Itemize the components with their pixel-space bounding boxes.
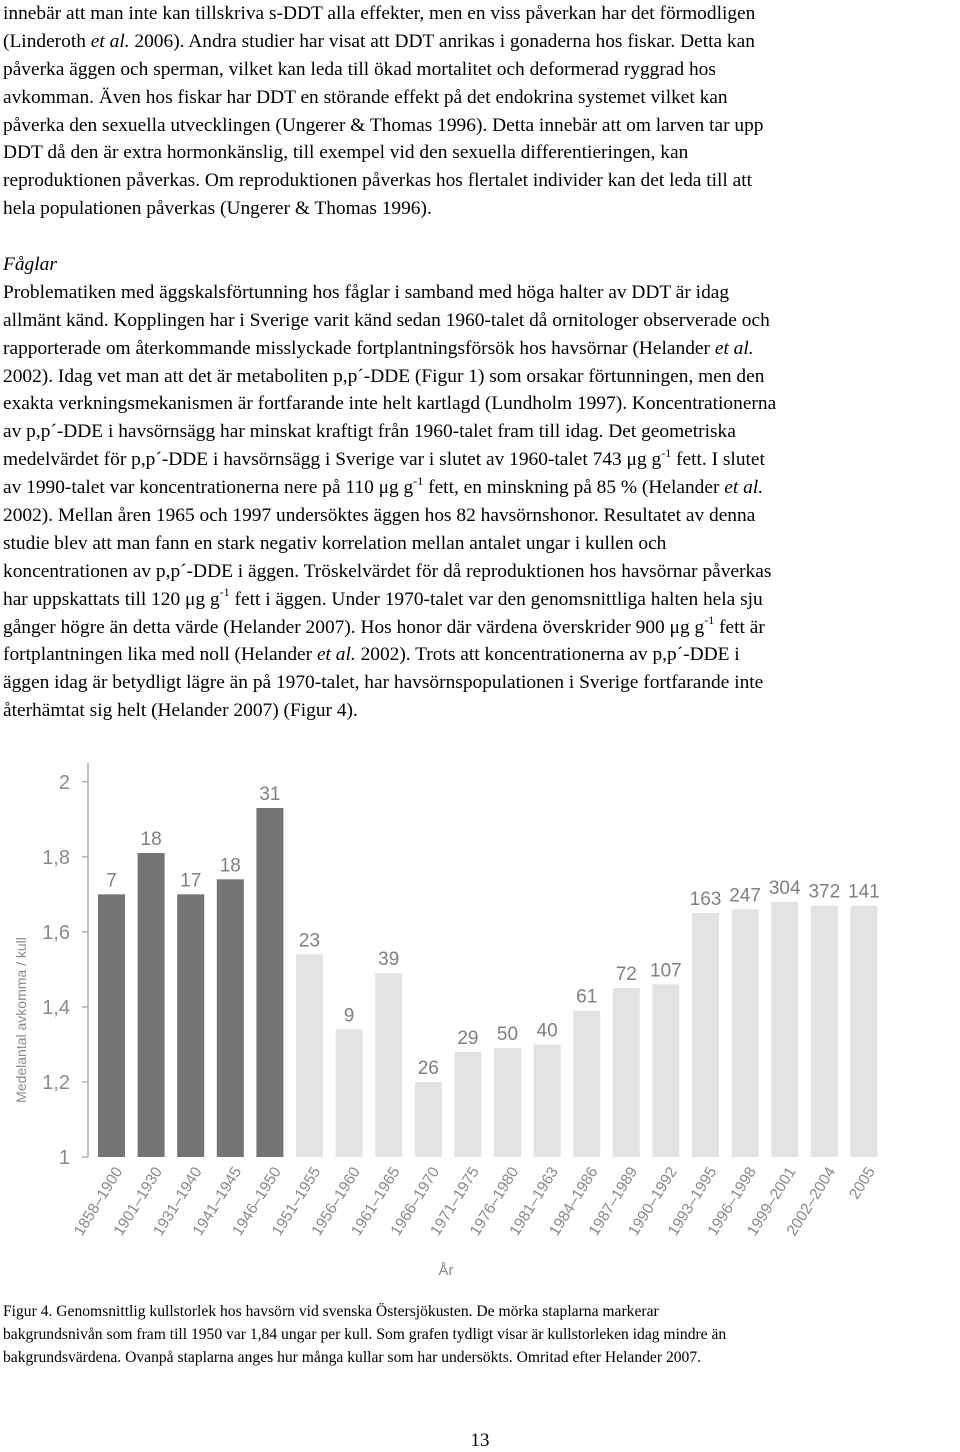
text-run: av p,p´-DDE i havsörnsägg har minskat kraftigt från 1960-talet fram till idag. Det geometriska bbox=[3, 421, 736, 443]
x-axis-label: År bbox=[438, 1262, 454, 1279]
text-run: 2006). Andra studier har visat att DDT anrikas i gonaderna hos fiskar. Detta kan bbox=[129, 30, 755, 52]
text-run: hela populationen påverkas (Ungerer & Thomas 1996). bbox=[3, 198, 432, 220]
text-run: avkomman. Även hos fiskar har DDT en störande effekt på det endokrina systemet vilket kan bbox=[3, 86, 728, 108]
x-tick-label: 1993–1995 bbox=[664, 1164, 721, 1239]
bar-count-label: 39 bbox=[378, 949, 400, 971]
x-tick-label: 2002–2004 bbox=[783, 1164, 840, 1239]
bar bbox=[494, 1048, 521, 1157]
text-run: innebär att man inte kan tillskriva s-DDT alla effekter, men en viss påverkan har det förmodligen bbox=[3, 3, 756, 24]
bar bbox=[613, 988, 640, 1157]
bar-count-label: 141 bbox=[848, 881, 880, 903]
bar bbox=[652, 984, 679, 1157]
text-run: äggen idag är betydligt lägre än på 1970-talet, har havsörnspopulationen i Sverige fortfarande inte bbox=[3, 672, 764, 694]
y-tick-label: 2 bbox=[58, 771, 70, 794]
text-run: fett i äggen. Under 1970-talet var den genomsnittliga halten hela sju bbox=[229, 588, 763, 610]
text-line bbox=[3, 0, 958, 28]
text-line bbox=[3, 502, 958, 530]
text-line bbox=[3, 307, 958, 335]
text-run: DDT då den är extra hormonkänslig, till exempel vid den sexuella differentieringen, kan bbox=[3, 142, 689, 164]
bar-count-label: 29 bbox=[457, 1027, 479, 1049]
bar-count-label: 40 bbox=[536, 1020, 558, 1042]
italic-run: et al. bbox=[724, 477, 764, 499]
text-line bbox=[3, 669, 958, 697]
x-tick-label: 1966–1970 bbox=[387, 1164, 444, 1239]
bar bbox=[850, 906, 877, 1157]
bar-count-label: 7 bbox=[106, 870, 117, 892]
text-run: har uppskattats till 120 μg g bbox=[3, 588, 220, 610]
text-run: påverka den sexuella utvecklingen (Ungerer & Thomas 1996). Detta innebär att om larven tar upp bbox=[3, 114, 764, 136]
bar-count-label: 50 bbox=[496, 1024, 519, 1046]
text-line bbox=[3, 558, 958, 586]
x-tick-label: 1971–1975 bbox=[427, 1164, 483, 1239]
x-tick-label: 1976–1980 bbox=[466, 1164, 523, 1239]
text-line bbox=[3, 530, 958, 558]
text-line bbox=[3, 446, 958, 474]
y-tick-label: 1,2 bbox=[42, 1071, 70, 1094]
text-run: av 1990-talet var koncentrationerna nere på 110 μg g bbox=[3, 477, 414, 499]
bar bbox=[336, 1029, 363, 1157]
bar-count-label: 372 bbox=[808, 881, 841, 903]
text-line bbox=[3, 56, 958, 84]
x-tick-label: 1984–1986 bbox=[546, 1164, 602, 1239]
text-line bbox=[3, 586, 958, 614]
bar bbox=[534, 1044, 561, 1157]
caption-line-1: Figur 4. Genomsnittlig kullstorlek hos havsörn vid svenska Östersjökusten. De mörka staplarna markerar bbox=[3, 1303, 659, 1320]
text-run: fett, en minskning på 85 % (Helander bbox=[423, 477, 725, 499]
caption-line-2: bakgrundsnivån som fram till 1950 var 1,84 ungar per kull. Som grafen tydligt visar är kullstorleken idag mindre än bbox=[3, 1326, 727, 1343]
bar-count-label: 304 bbox=[768, 877, 801, 899]
text-run: fortplantningen lika med noll (Helander bbox=[3, 644, 317, 666]
text-line bbox=[3, 28, 958, 56]
text-run: medelvärdet för p,p´-DDE i havsörnsägg i Sverige var i slutet av 1960-talet 743 μg g bbox=[3, 449, 662, 471]
text-run: återhämtat sig helt (Helander 2007) (Figur 4). bbox=[3, 700, 358, 722]
x-tick-label: 1901–1930 bbox=[110, 1164, 166, 1239]
text-run: koncentrationen av p,p´-DDE i äggen. Tröskelvärdet för då reproduktionen hos havsörnar påverkas bbox=[3, 560, 772, 582]
bar-count-label: 9 bbox=[343, 1005, 355, 1027]
x-tick-label: 1858–1900 bbox=[70, 1164, 127, 1239]
bar-count-label: 26 bbox=[417, 1057, 439, 1079]
text-line bbox=[3, 474, 958, 502]
y-axis-label: Medelantal avkomma / kull bbox=[13, 937, 29, 1103]
bar-count-label: 18 bbox=[219, 855, 241, 877]
text-line bbox=[3, 335, 958, 363]
bar bbox=[138, 853, 165, 1157]
x-tick-label: 1999–2001 bbox=[744, 1164, 800, 1239]
text-line bbox=[3, 390, 958, 418]
superscript-run: -1 bbox=[704, 613, 715, 628]
bar-count-label: 61 bbox=[576, 986, 598, 1008]
text-run: (Linderoth bbox=[3, 30, 91, 52]
bar-chart bbox=[0, 755, 960, 1290]
italic-run: et al. bbox=[316, 644, 356, 666]
bar-count-label: 107 bbox=[650, 960, 682, 982]
bar bbox=[217, 879, 244, 1157]
text-line bbox=[3, 641, 958, 669]
text-line bbox=[3, 195, 958, 223]
bar bbox=[732, 909, 759, 1157]
text-line bbox=[3, 614, 958, 642]
bar bbox=[415, 1082, 442, 1157]
y-tick-label: 1,8 bbox=[42, 846, 70, 869]
x-tick-label: 1996–1998 bbox=[704, 1164, 760, 1239]
chart-svg bbox=[0, 755, 960, 1290]
text-line bbox=[3, 279, 958, 307]
bar bbox=[98, 894, 125, 1157]
text-run: reproduktionen påverkas. Om reproduktionen påverkas hos flertalet individer kan det leda till att bbox=[3, 170, 752, 192]
y-axis bbox=[42, 763, 88, 1169]
page-number: 13 bbox=[470, 1430, 490, 1451]
text-run: fett. I slutet bbox=[671, 449, 765, 471]
text-line bbox=[3, 167, 958, 195]
bar bbox=[454, 1052, 481, 1157]
x-tick-label: 1931–1940 bbox=[150, 1164, 206, 1239]
text-line bbox=[3, 112, 958, 140]
italic-run: et al. bbox=[714, 337, 754, 359]
italic-run: et al. bbox=[90, 30, 130, 52]
text-line bbox=[3, 418, 958, 446]
bar-count-label: 17 bbox=[180, 870, 202, 892]
x-tick-label: 1981–1963 bbox=[506, 1164, 562, 1239]
x-tick-label: 1956–1960 bbox=[308, 1164, 364, 1239]
text-run: exakta verkningsmekanismen är fortfarande inte helt kartlagd (Lundholm 1997). Koncentrationerna bbox=[3, 393, 777, 415]
text-run: rapporterade om återkommande misslyckade fortplantningsförsök hos havsörnar (Helander bbox=[3, 337, 715, 359]
text-line bbox=[3, 363, 958, 391]
text-run: 2002). Trots att koncentrationerna av p,p´-DDE i bbox=[355, 644, 740, 666]
bar bbox=[256, 808, 283, 1157]
y-tick-label: 1,4 bbox=[42, 996, 70, 1019]
x-tick-label: 1987–1989 bbox=[585, 1164, 642, 1239]
x-tick-label: 1941–1945 bbox=[189, 1164, 246, 1239]
text-line bbox=[3, 139, 958, 167]
bar-count-label: 23 bbox=[298, 930, 321, 952]
superscript-run: -1 bbox=[219, 585, 230, 600]
bar bbox=[811, 906, 838, 1157]
text-run: 2002). Idag vet man att det är metaboliten p,p´-DDE (Figur 1) som orsakar förtunningen, men den bbox=[3, 365, 765, 387]
body-text bbox=[3, 0, 958, 725]
y-tick-label: 1,6 bbox=[42, 921, 70, 944]
text-run: allmänt känd. Kopplingen har i Sverige varit känd sedan 1960-talet då ornitologer observerade och bbox=[3, 309, 770, 331]
y-tick-label: 1 bbox=[58, 1147, 70, 1169]
bar-count-label: 163 bbox=[689, 889, 722, 911]
bars bbox=[98, 808, 877, 1157]
bar-count-label: 247 bbox=[729, 885, 761, 907]
x-tick-label: 2005 bbox=[846, 1164, 879, 1203]
bar bbox=[296, 954, 323, 1157]
paragraph-gap bbox=[3, 223, 958, 251]
superscript-run: -1 bbox=[661, 445, 672, 460]
text-run: studie blev att man fann en stark negativ korrelation mellan antalet ungar i kullen och bbox=[3, 532, 667, 554]
bar bbox=[573, 1011, 600, 1157]
text-run: gånger högre än detta värde (Helander 2007). Hos honor där värdena överskrider 900 μg g bbox=[3, 616, 705, 638]
caption-line-3: bakgrundsvärdena. Ovanpå staplarna anges hur många kullar som har undersökts. Omritad efter Helander 2007. bbox=[3, 1349, 702, 1366]
figure-caption bbox=[3, 1300, 958, 1369]
bar bbox=[375, 973, 402, 1157]
text-run: fett är bbox=[714, 616, 765, 638]
text-line bbox=[3, 84, 958, 112]
x-tick-label: 1990–1992 bbox=[625, 1164, 681, 1239]
text-run: Problematiken med äggskalsförtunning hos fåglar i samband med höga halter av DDT är idag bbox=[3, 281, 730, 303]
bar-count-label: 31 bbox=[259, 784, 281, 806]
bar bbox=[771, 902, 798, 1157]
bar bbox=[177, 894, 204, 1157]
text-line bbox=[3, 697, 958, 725]
bar-count-label: 18 bbox=[140, 829, 162, 851]
bar bbox=[692, 913, 719, 1157]
superscript-run: -1 bbox=[413, 473, 424, 488]
text-run: påverka äggen och sperman, vilket kan leda till ökad mortalitet och deformerad ryggrad hos bbox=[3, 58, 716, 80]
x-tick-label: 1951–1955 bbox=[268, 1164, 325, 1239]
x-tick-label: 1961–1965 bbox=[348, 1164, 404, 1239]
body-paragraph bbox=[3, 0, 958, 223]
x-tick-labels bbox=[71, 1164, 879, 1239]
text-run: 2002). Mellan åren 1965 och 1997 undersöktes äggen hos 82 havsörnshonor. Resultatet av denna bbox=[3, 505, 756, 527]
section-paragraph bbox=[3, 279, 958, 725]
x-tick-label: 1946–1950 bbox=[229, 1164, 285, 1239]
bar-count-label: 72 bbox=[615, 964, 637, 986]
section-heading: Fåglar bbox=[3, 254, 57, 276]
